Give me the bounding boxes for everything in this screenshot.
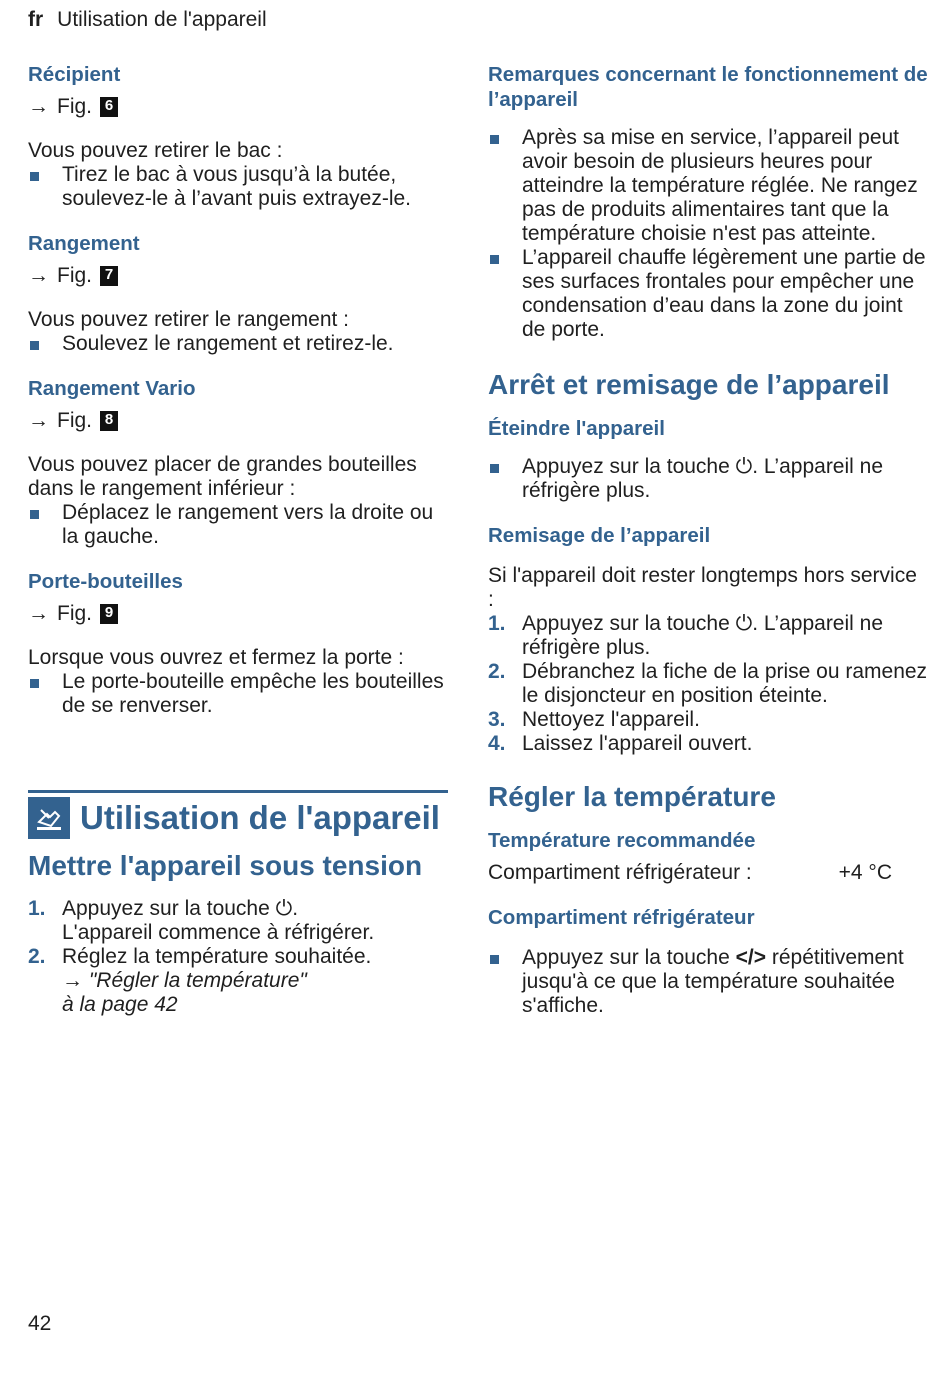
- left-column: [28, 62, 448, 1017]
- section-porte-bouteilles: [28, 569, 448, 718]
- fig-number: 7: [100, 266, 118, 286]
- fig-label: Fig.: [57, 264, 93, 287]
- fig-label: Fig.: [57, 602, 93, 625]
- rangement-intro: Vous pouvez retirer le rangement :: [28, 308, 350, 331]
- fig-number: 8: [100, 411, 118, 431]
- fig-number: 9: [100, 604, 118, 624]
- bullet-square-icon: [30, 510, 39, 519]
- porte-bouteilles-heading: Porte-bouteilles: [28, 570, 183, 593]
- hand-touch-icon: [28, 797, 70, 839]
- page-reference-page[interactable]: à la page 42: [62, 993, 178, 1016]
- list-item: Le porte-bouteille empêche les bouteilles de se renverser.: [28, 670, 448, 718]
- recipient-bullets: [28, 163, 448, 211]
- recipient-heading: Récipient: [28, 63, 121, 86]
- figure-reference: [28, 602, 448, 626]
- remarques-heading: Remarques concernant le fonctionnement de l’appareil: [488, 63, 928, 111]
- compartiment-heading: Compartiment réfrigérateur: [488, 906, 755, 929]
- section-remarques: [488, 62, 928, 342]
- arrow-icon: →: [28, 95, 49, 118]
- section-arret: [488, 368, 928, 756]
- temperature-recommandee-heading: Température recommandée: [488, 829, 756, 852]
- rangement-vario-heading: Rangement Vario: [28, 377, 196, 400]
- list-item: Après sa mise en service, l’appareil peut avoir besoin de plusieurs heures pour atteindre la température réglée. Ne rangez pas de produits alimentaires tant que la température choisie n'est pas atteinte.: [488, 126, 928, 246]
- bullet-square-icon: [30, 341, 39, 350]
- regler-heading: Régler la température: [488, 781, 776, 812]
- list-item: 2. Réglez la température souhaitée. → "Régler la température" à la page 42: [28, 945, 448, 1017]
- arret-heading: Arrêt et remisage de l’appareil: [488, 369, 890, 400]
- figure-reference: [28, 95, 448, 119]
- list-item: 2. Débranchez la fiche de la prise ou ramenez le disjoncteur en position éteinte.: [488, 660, 928, 707]
- page-header: [28, 8, 267, 32]
- eteindre-heading: Éteindre l'appareil: [488, 417, 665, 440]
- fig-number: 6: [100, 97, 118, 117]
- bullet-square-icon: [490, 255, 499, 264]
- header-title: Utilisation de l'appareil: [57, 8, 267, 31]
- list-item: Soulevez le rangement et retirez-le.: [28, 332, 448, 356]
- compartiment-bullets: [488, 946, 928, 1018]
- rangement-vario-bullets: [28, 501, 448, 549]
- list-item: Appuyez sur la touche ⏻. L’appareil ne réfrigère plus.: [488, 455, 928, 503]
- chapter-title: Utilisation de l'appareil: [80, 799, 440, 836]
- section-remisage: [488, 523, 928, 756]
- bullet-square-icon: [30, 172, 39, 181]
- list-item: Appuyez sur la touche </> répétitivement jusqu'à ce que la température souhaitée s'affiche.: [488, 946, 928, 1018]
- fig-label: Fig.: [57, 409, 93, 432]
- porte-bouteilles-bullets: [28, 670, 448, 718]
- list-item: 1. Appuyez sur la touche ⏻. L'appareil commence à réfrigérer.: [28, 897, 375, 944]
- section-utilisation: [28, 790, 448, 1017]
- list-item: Tirez le bac à vous jusqu’à la butée, soulevez-le à l’avant puis extrayez-le.: [28, 163, 448, 211]
- compartment-label: Compartiment réfrigérateur :: [488, 861, 752, 884]
- page-reference-link[interactable]: → "Régler la température": [62, 969, 307, 992]
- bullet-square-icon: [490, 955, 499, 964]
- list-item: 4. Laissez l'appareil ouvert.: [488, 732, 753, 755]
- bullet-square-icon: [30, 679, 39, 688]
- right-column: [488, 62, 928, 1018]
- arrow-icon: →: [28, 602, 49, 625]
- chapter-heading: [28, 790, 448, 839]
- list-item: 3. Nettoyez l'appareil.: [488, 708, 700, 731]
- mettre-sous-tension-heading: Mettre l'appareil sous tension: [28, 850, 423, 881]
- section-regler: [488, 780, 928, 1018]
- fig-label: Fig.: [57, 95, 93, 118]
- section-rangement-vario: [28, 376, 448, 549]
- rangement-bullets: [28, 332, 448, 356]
- rangement-vario-intro: Vous pouvez placer de grandes bouteilles dans le rangement inférieur :: [28, 453, 417, 500]
- remisage-heading: Remisage de l’appareil: [488, 524, 711, 547]
- section-eteindre: [488, 416, 928, 503]
- rangement-heading: Rangement: [28, 232, 140, 255]
- remarques-bullets: [488, 126, 928, 342]
- bullet-square-icon: [490, 135, 499, 144]
- key-symbol: </>: [735, 946, 767, 969]
- porte-bouteilles-intro: Lorsque vous ouvrez et fermez la porte :: [28, 646, 404, 669]
- section-rangement: [28, 231, 448, 356]
- list-item: 1. Appuyez sur la touche ⏻. L’appareil ne réfrigère plus.: [488, 612, 884, 659]
- language-code: fr: [28, 8, 44, 31]
- section-recipient: [28, 62, 448, 211]
- list-item: L’appareil chauffe légèrement une partie de ses surfaces frontales pour empêcher une condensation d’eau dans la zone du joint de porte.: [488, 246, 928, 342]
- recipient-intro: Vous pouvez retirer le bac :: [28, 139, 283, 162]
- figure-reference: [28, 409, 448, 433]
- remisage-steps: [488, 612, 928, 756]
- list-item: Déplacez le rangement vers la droite ou la gauche.: [28, 501, 448, 549]
- mise-sous-tension-steps: [28, 897, 448, 1017]
- eteindre-bullets: [488, 455, 928, 503]
- recommended-temperature-row: [488, 861, 928, 885]
- page-number: 42: [28, 1312, 52, 1335]
- figure-reference: [28, 264, 448, 288]
- remisage-intro: Si l'appareil doit rester longtemps hors service :: [488, 564, 917, 611]
- temperature-value: +4 °C: [838, 861, 892, 884]
- bullet-square-icon: [490, 464, 499, 473]
- arrow-icon: →: [28, 409, 49, 432]
- arrow-icon: →: [28, 264, 49, 287]
